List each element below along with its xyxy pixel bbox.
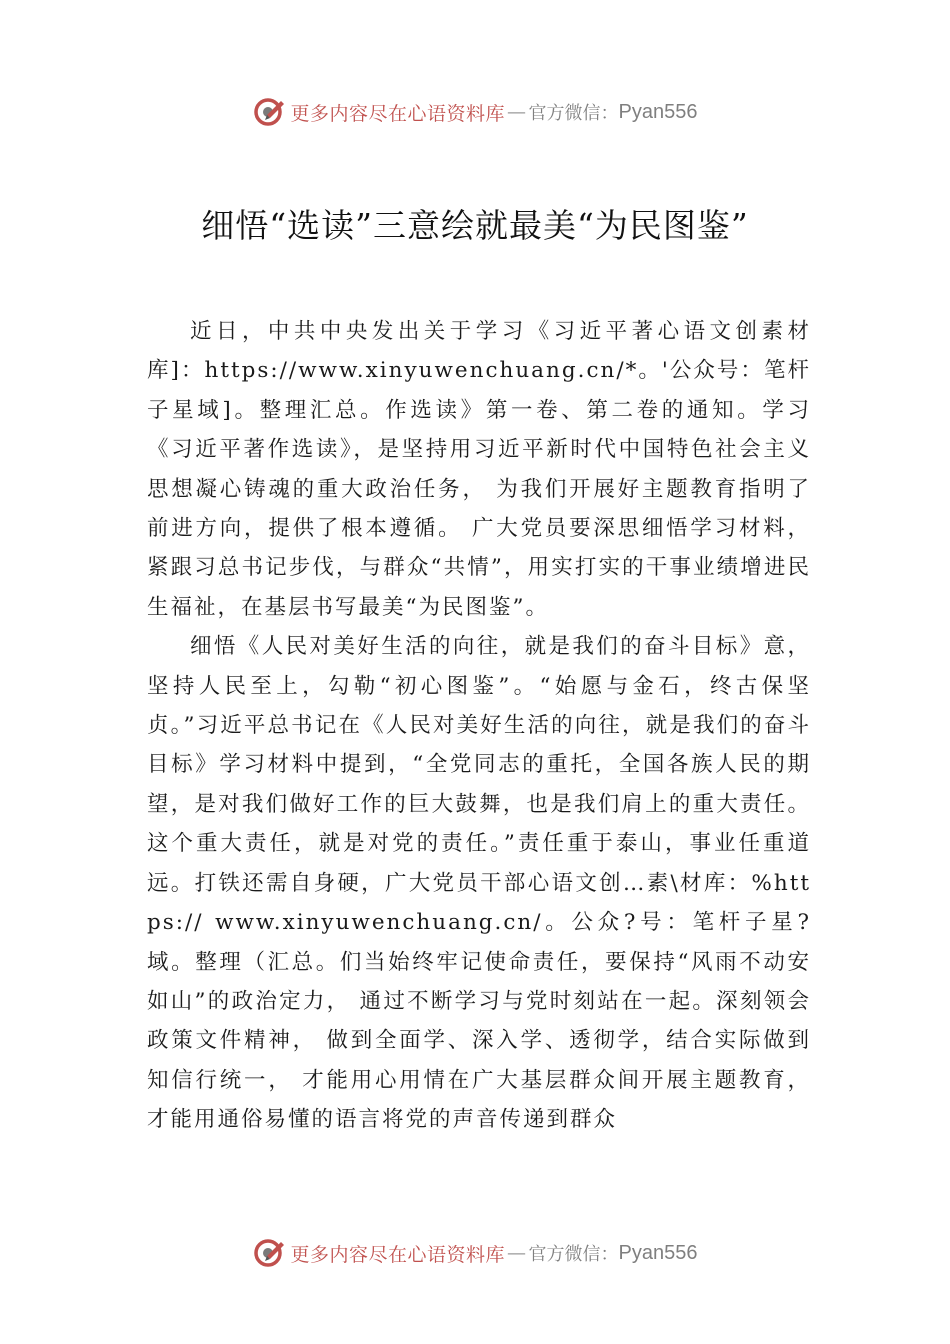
document-body	[147, 312, 811, 1140]
banner-dash: —	[507, 101, 527, 123]
footer-banner	[0, 1233, 950, 1273]
banner-wechat-label: 官方微信：	[528, 103, 619, 124]
pen-logo-icon	[253, 1236, 287, 1270]
pen-logo-icon	[253, 95, 287, 129]
paragraph-1: 近日，中共中央发出关于学习《习近平著心语文创素材库]：https://www.xinyuwenchuang.cn/*。'公众号：笔杆子星域]。整理汇总。作选读》第一卷、第二卷的通知。学习《习近平著作选读》，是坚持用习近平新时代中国特色社会主义思想凝心铸魂的重大政治任务， 为我们开展好主题教育指明了前进方向，提供了根本遵循。 广大党员要深思细悟学习材料，紧跟习总书记步伐，与群众“共情”，用实打实的干事业绩增进民生福祉，在基层书写最美“为民图鉴”。	[147, 319, 811, 620]
banner-wechat-id: Pyan556	[618, 100, 698, 123]
header-banner	[0, 92, 950, 132]
banner-text: 更多内容尽在心语资料库	[290, 1243, 506, 1266]
banner-wechat-label: 官方微信：	[528, 1244, 619, 1265]
banner-wechat-id: Pyan556	[618, 1241, 698, 1264]
document-title: 细悟“选读”三意绘就最美“为民图鉴”	[201, 206, 749, 245]
banner-dash: —	[507, 1242, 527, 1264]
paragraph-2: 细悟《人民对美好生活的向往，就是我们的奋斗目标》意，坚持人民至上，勾勒“初心图鉴”。“始愿与金石，终古保坚贞。”习近平总书记在《人民对美好生活的向往，就是我们的奋斗目标》学习材料中提到，“全党同志的重托，全国各族人民的期望，是对我们做好工作的巨大鼓舞，也是我们肩上的重大责任。这个重大责任，就是对党的责任。”责任重于泰山，事业任重道远。打铁还需自身硬，广大党员干部心语文创…素\材库：%https:// www.xinyuwenchuang.cn/。公众?号：笔杆子星?域。整理（汇总。们当始终牢记使命责任，要保持“风雨不动安如山”的政治定力， 通过不断学习与党时刻站在一起。深刻领会政策文件精神， 做到全面学、深入学、透彻学，结合实际做到知信行统一， 才能用心用情在广大基层群众间开展主题教育，才能用通俗易懂的语言将党的声音传递到群众	[147, 634, 811, 1133]
banner-text: 更多内容尽在心语资料库	[290, 102, 506, 125]
